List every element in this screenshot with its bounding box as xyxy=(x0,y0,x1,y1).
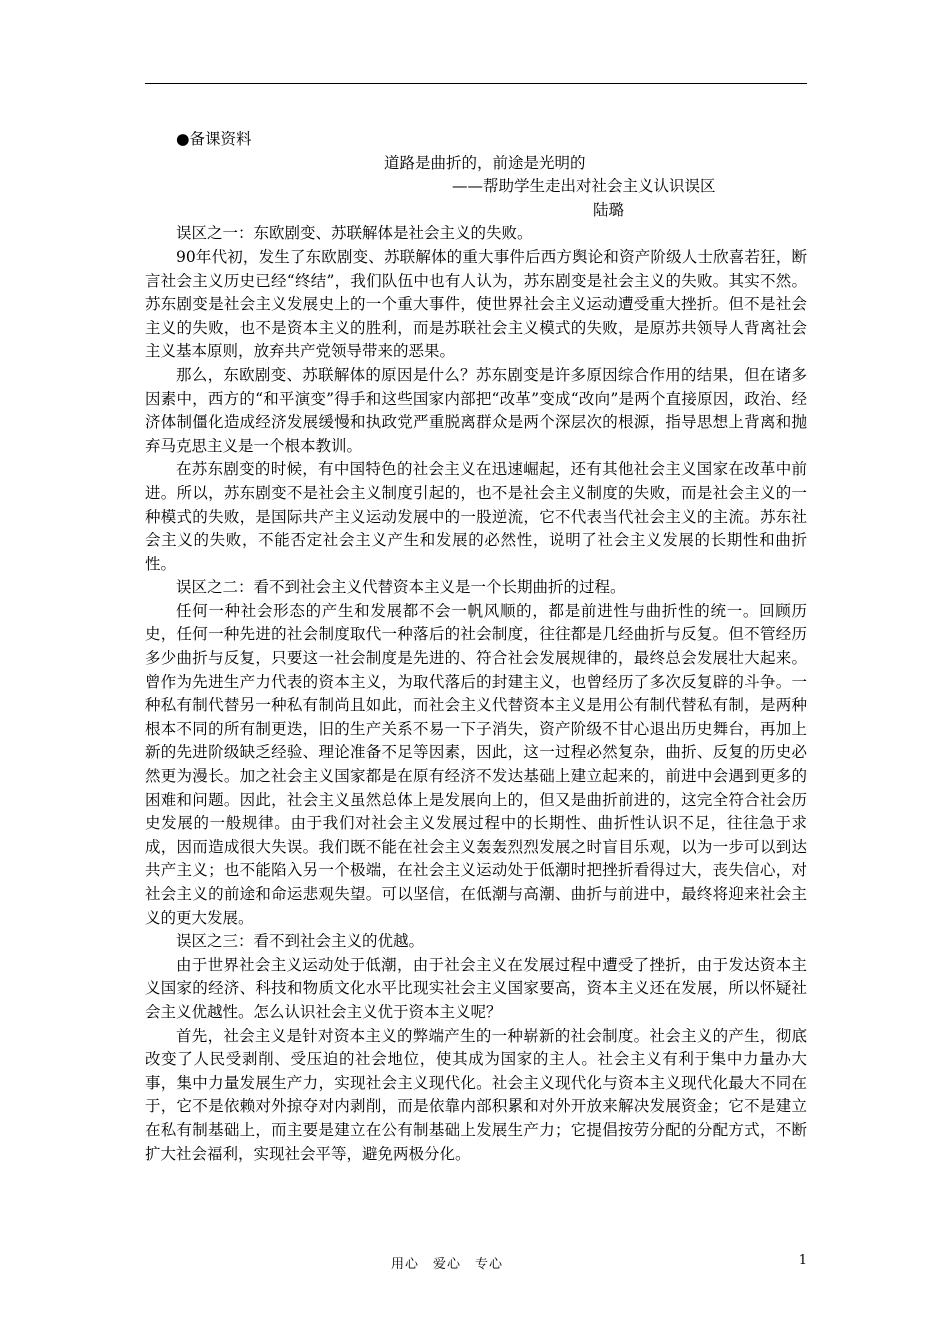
paragraph: 那么，东欧剧变、苏联解体的原因是什么？苏东剧变是许多原因综合作用的结果，但在诸多因素中，西方的“和平演变”得手和这些国家内部把“改革”变成“改向”是两个直接原因，政治、经济体制僵化造成经济发展缓慢和执政党严重脱离群众是两个深层次的根源，指导思想上背离和抛弃马克思主义是一个根本教训。 xyxy=(145,365,807,455)
paragraph: 首先，社会主义是针对资本主义的弊端产生的一种崭新的社会制度。社会主义的产生，彻底改变了人民受剥削、受压迫的社会地位，使其成为国家的主人。社会主义有利于集中力量办大事，集中力量发展生产力，实现社会主义现代化。社会主义现代化与资本主义现代化最大不同在于，它不是依赖对外掠夺对内剥削，而是依靠内部积累和对外开放来解决发展资金；它不是建立在私有制基础上，而主要是建立在公有制基础上发展生产力；它提倡按劳分配的分配方式，不断扩大社会福利，实现社会平等，避免两极分化。 xyxy=(145,1026,807,1163)
article-subtitle: ——帮助学生走出对社会主义认识误区 xyxy=(452,177,716,196)
section-heading: 误区之二：看不到社会主义代替资本主义是一个长期曲折的过程。 xyxy=(176,578,626,597)
section-heading: 误区之三：看不到社会主义的优越。 xyxy=(176,932,425,951)
paragraph: 在苏东剧变的时候，有中国特色的社会主义在迅速崛起，还有其他社会主义国家在改革中前进。所以，苏东剧变不是社会主义制度引起的，也不是社会主义制度的失败，而是社会主义的一种模式的失败，是国际共产主义运动发展中的一股逆流，它不代表当代社会主义的主流。苏东社会主义的失败，不能否定社会主义产生和发展的必然性，说明了社会主义发展的长期性和曲折性。 xyxy=(145,460,807,573)
paragraph: 任何一种社会形态的产生和发展都不会一帆风顺的，都是前进性与曲折性的统一。回顾历史，任何一种先进的社会制度取代一种落后的社会制度，往往都是几经曲折与反复。但不管经历多少曲折与反复，只要这一社会制度是先进的、符合社会发展规律的，最终总会发展壮大起来。曾作为先进生产力代表的资本主义，为取代落后的封建主义，也曾经历了多次反复辟的斗争。一种私有制代替另一种私有制尚且如此，而社会主义代替资本主义是用公有制代替私有制，是两种根本不同的所有制更迭，旧的生产关系不易一下子消失，资产阶级不甘心退出历史舞台，再加上新的先进阶级缺乏经验、理论准备不足等因素，因此，这一过程必然复杂，曲折、反复的历史必然更为漫长。加之社会主义国家都是在原有经济不发达基础上建立起来的，前进中会遇到更多的困难和问题。因此，社会主义虽然总体上是发展向上的，但又是曲折前进的，这完全符合社会历史发展的一般规律。由于我们对社会主义发展过程中的长期性、曲折性认识不足，往往急于求成，因而造成很大失误。我们既不能在社会主义轰轰烈烈发展之时盲目乐观，以为一步可以到达共产主义；也不能陷入另一个极端，在社会主义运动处于低潮时把挫折看得过大，丧失信心，对社会主义的前途和命运悲观失望。可以坚信，在低潮与高潮、曲折与前进中，最终将迎来社会主义的更大发展。 xyxy=(145,601,807,927)
footer-motto: 用心 爱心 专心 xyxy=(391,1257,504,1272)
document-body xyxy=(145,128,807,1166)
section-heading: 误区之一：东欧剧变、苏联解体是社会主义的失败。 xyxy=(176,224,533,243)
page-footer xyxy=(145,1253,807,1271)
article-author: 陆璐 xyxy=(593,200,625,219)
header-rule xyxy=(145,83,807,84)
section-label: ●备课资料 xyxy=(176,130,252,148)
article-title: 道路是曲折的，前途是光明的 xyxy=(384,153,586,172)
page-number: 1 xyxy=(798,1253,807,1268)
paragraph: 由于世界社会主义运动处于低潮，由于社会主义在发展过程中遭受了挫折，由于发达资本主义国家的经济、科技和物质文化水平比现实社会主义国家要高，资本主义还在发展，所以怀疑社会主义优越性。怎么认识社会主义优于资本主义呢？ xyxy=(145,955,807,1021)
paragraph: 90年代初，发生了东欧剧变、苏联解体的重大事件后西方舆论和资产阶级人士欣喜若狂，断言社会主义历史已经“终结”，我们队伍中也有人认为，苏东剧变是社会主义的失败。其实不然。苏东剧变是社会主义发展史上的一个重大事件，使世界社会主义运动遭受重大挫折。但不是社会主义的失败，也不是资本主义的胜利，而是苏联社会主义模式的失败，是原苏共领导人背离社会主义基本原则，放弃共产党领导带来的恶果。 xyxy=(145,247,807,361)
